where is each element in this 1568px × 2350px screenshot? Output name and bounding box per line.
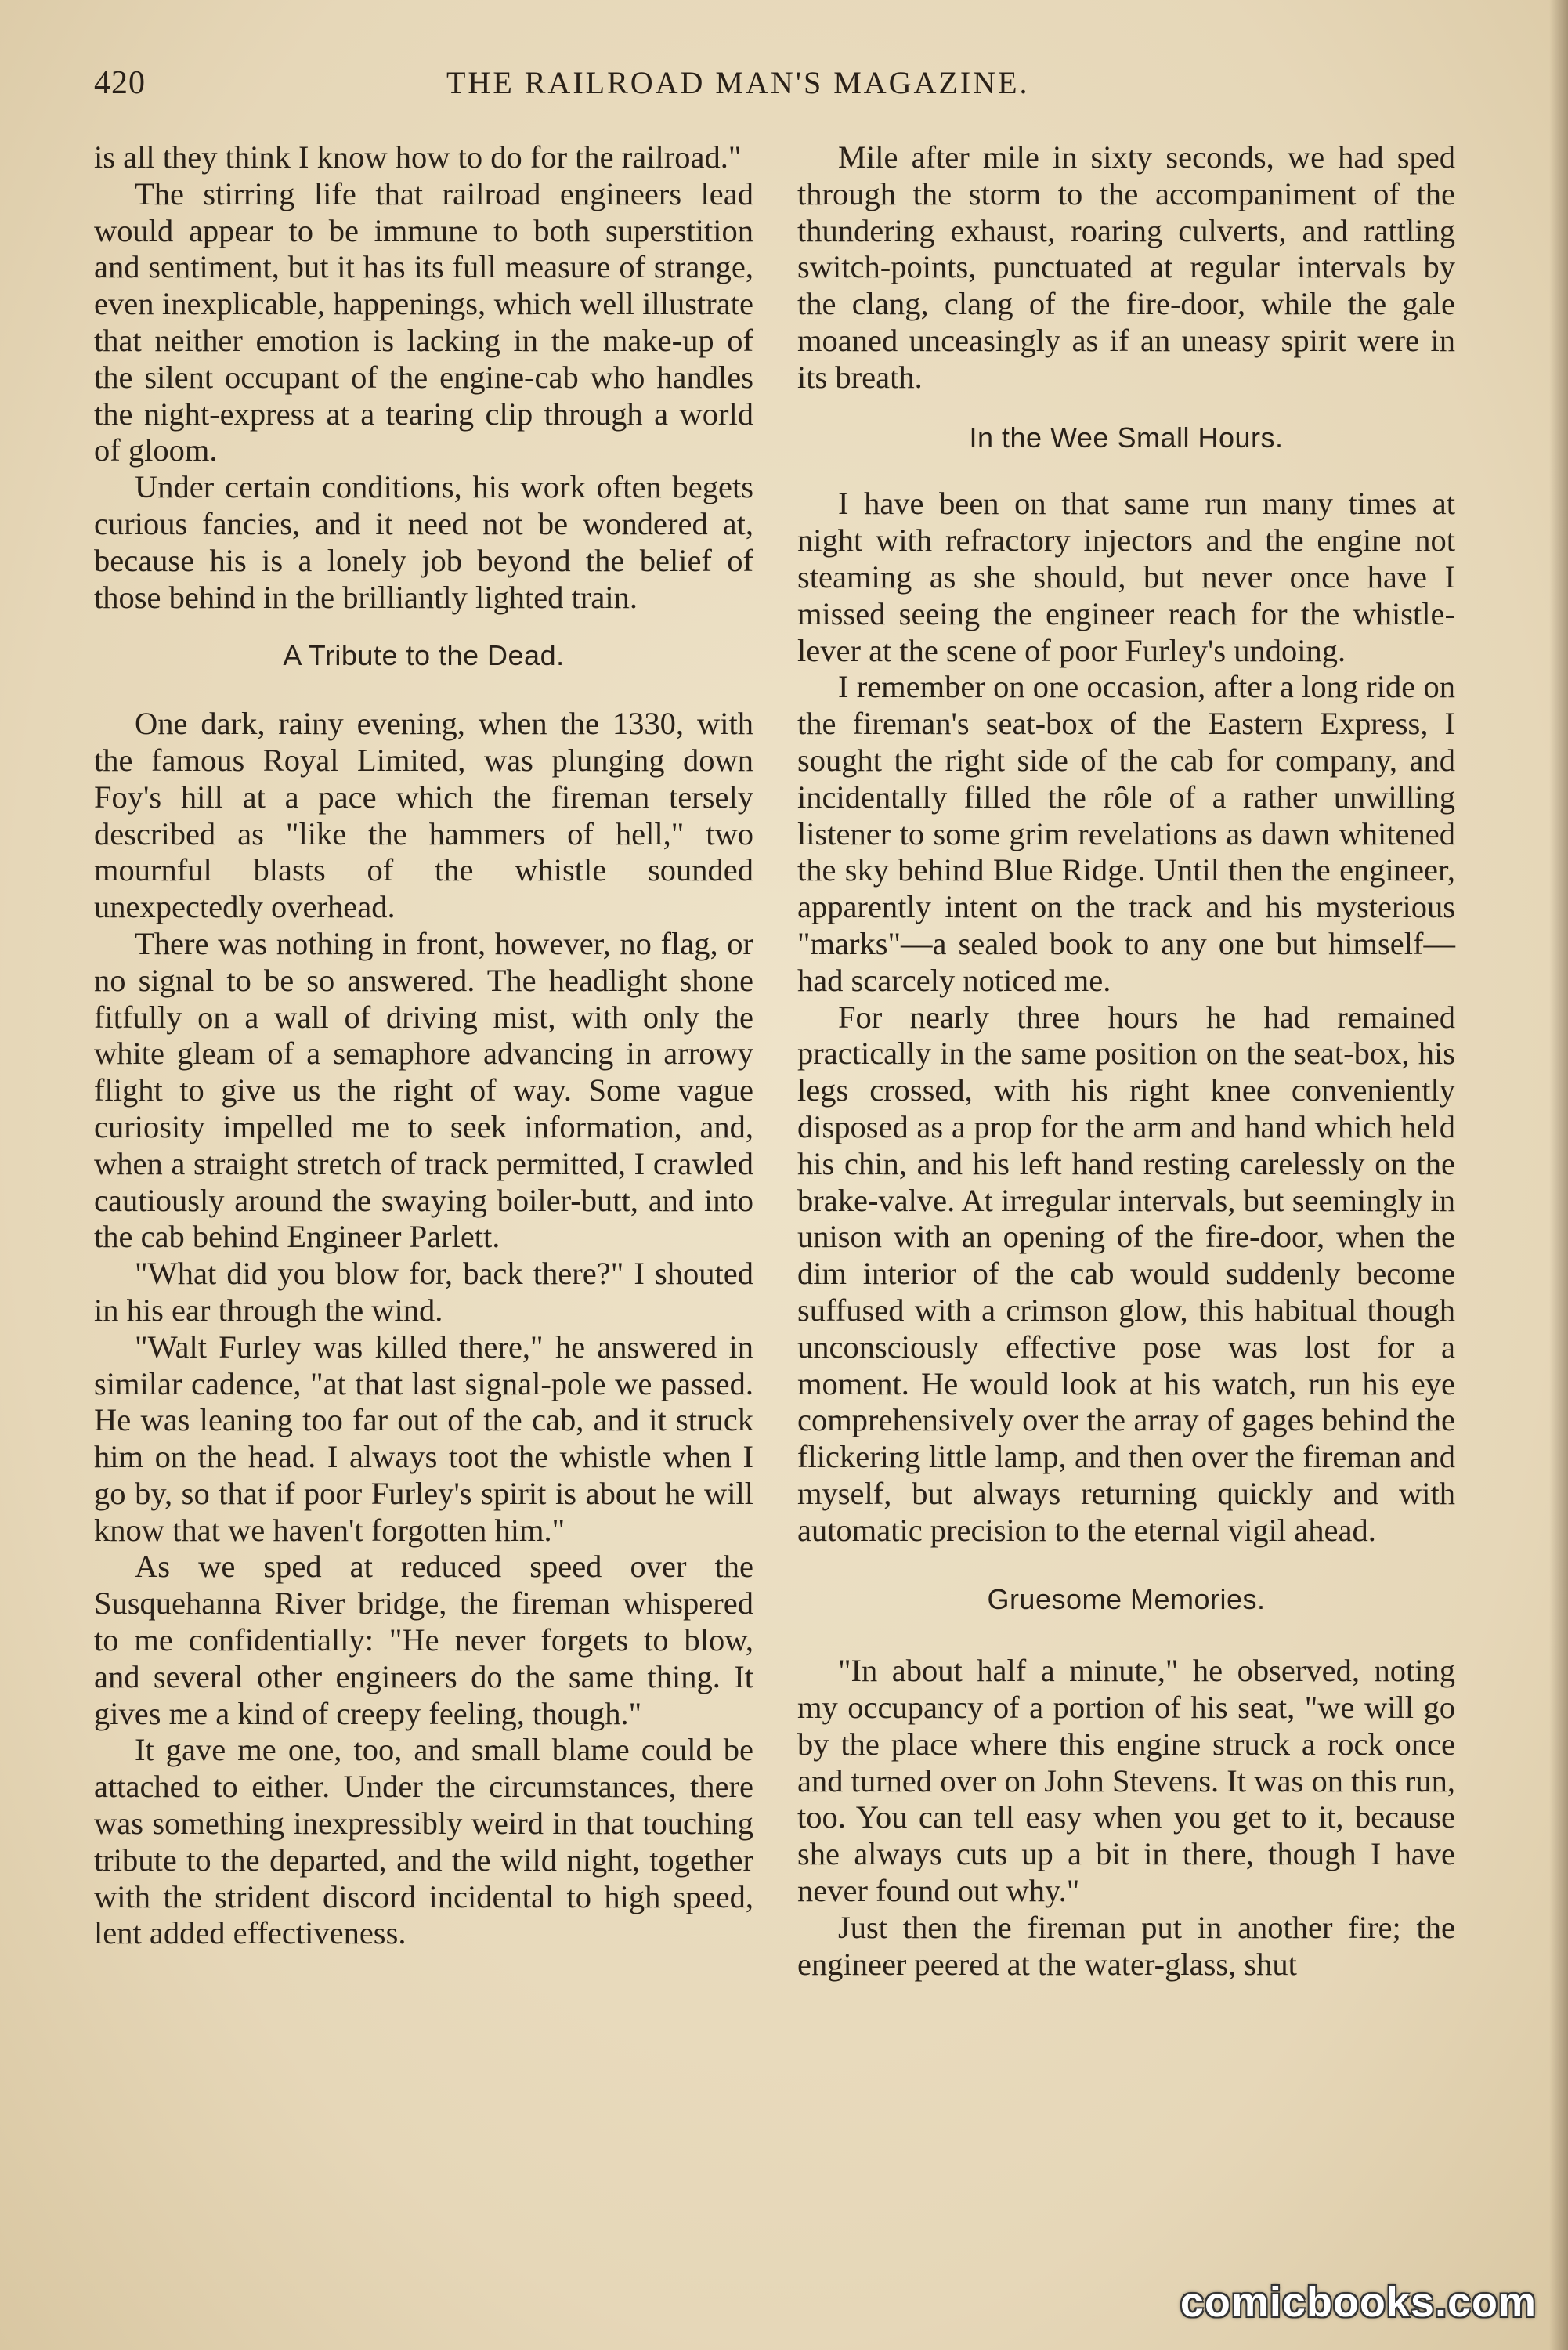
paragraph: It gave me one, too, and small blame could be attached to either. Under the circumstances, there was something inexpressibly weird in that touching tribute to the departed, and the wild night, together with the strident discord incidental to high speed, lent added effectiveness. (94, 1732, 753, 1951)
paragraph: Mile after mile in sixty seconds, we had sped through the storm to the accompaniment of the thundering exhaust, roaring culverts, and rattling switch-points, punctuated at regular intervals by the clang, clang of the fire-door, while the gale moaned unceasingly as if an uneasy spirit were in its breath. (797, 139, 1455, 395)
paragraph: "What did you blow for, back there?" I shouted in his ear through the wind. (94, 1256, 753, 1328)
paragraph: Under certain conditions, his work often begets curious fancies, and it need not be wondered at, because his is a lonely job beyond the belief of those behind in the brilliantly lighted train. (94, 469, 753, 615)
paragraph: "Walt Furley was killed there," he answered in similar cadence, "at that last signal-pole we passed. He was leaning too far out of the cab, and it struck him on the head. I always toot the whistle when I go by, so that if poor Furley's spirit is about he will know that we haven't forgotten him." (94, 1329, 753, 1548)
magazine-title: THE RAILROAD MAN'S MAGAZINE. (446, 65, 1030, 100)
page-edge-shadow (1549, 0, 1568, 2350)
section-heading-wee-small-hours: In the Wee Small Hours. (969, 421, 1284, 454)
section-heading-gruesome-memories: Gruesome Memories. (987, 1583, 1266, 1616)
paragraph: I remember on one occasion, after a long ride on the fireman's seat-box of the Eastern Express, I sought the right side of the cab for company, and incidentally filled the rôle of a rather unwilling listener to some grim revelations as dawn whitened the sky behind Blue Ridge. Until then the engineer, apparently intent on the track and his mysterious "marks"—a sealed book to any one but himself—had scarcely noticed me. (797, 669, 1455, 998)
paragraph: Just then the fireman put in another fire; the engineer peered at the water-glass, shut (797, 1909, 1455, 1982)
paragraph: One dark, rainy evening, when the 1330, with the famous Royal Limited, was plunging down Foy's hill at a pace which the fireman tersely described as "like the hammers of hell," two mournful blasts of the whistle sounded unexpectedly overhead. (94, 706, 753, 925)
paragraph: The stirring life that railroad engineers lead would appear to be immune to both superstition and sentiment, but it has its full measure of strange, even inexplicable, happenings, which well illustrate that neither emotion is lacking in the make-up of the silent occupant of the engine-cab who handles the night-express at a tearing clip through a world of gloom. (94, 175, 753, 468)
paragraph: As we sped at reduced speed over the Susquehanna River bridge, the fireman whispered to me confidentially: "He never forgets to blow, and several other engineers do the same thing. It gives me a kind of creepy feeling, though." (94, 1549, 753, 1731)
right-column (797, 139, 1455, 1983)
page-header (94, 56, 1488, 111)
watermark: comicbooks.com (1180, 2279, 1537, 2326)
paragraph: is all they think I know how to do for the railroad." (94, 139, 742, 175)
page-number: 420 (94, 65, 146, 101)
paragraph: For nearly three hours he had remained practically in the same position on the seat-box, his legs crossed, with his right knee conveniently disposed as a prop for the arm and hand which held his chin, and his left hand resting carelessly on the brake-valve. At irregular intervals, but seemingly in unison with an opening of the fire-door, when the dim interior of the cab would suddenly become suffused with a crimson glow, this habitual though unconsciously effective pose was lost for a moment. He would look at his watch, run his eye comprehensively over the array of gages behind the flickering little lamp, and then over the fireman and myself, but always returning quickly and with automatic precision to the eternal vigil ahead. (797, 999, 1455, 1548)
left-column (94, 139, 753, 1952)
paragraph: I have been on that same run many times at night with refractory injectors and the engine not steaming as she should, but never once have I missed seeing the engineer reach for the whistle-lever at the scene of poor Furley's undoing. (797, 486, 1455, 668)
paragraph: There was nothing in front, however, no flag, or no signal to be so answered. The headlight shone fitfully on a wall of driving mist, with only the white gleam of a semaphore advancing in arrowy flight to give us the right of way. Some vague curiosity impelled me to seek information, and, when a straight stretch of track permitted, I crawled cautiously around the swaying boiler-butt, and into the cab behind Engineer Parlett. (94, 925, 753, 1255)
paragraph: "In about half a minute," he observed, noting my occupancy of a portion of his seat, "we will go by the place where this engine struck a rock once and turned over on John Stevens. It was on this run, too. You can tell easy when you get to it, because she always cuts up a bit in there, though I have never found out why." (797, 1653, 1455, 1909)
section-heading-tribute: A Tribute to the Dead. (283, 639, 565, 672)
